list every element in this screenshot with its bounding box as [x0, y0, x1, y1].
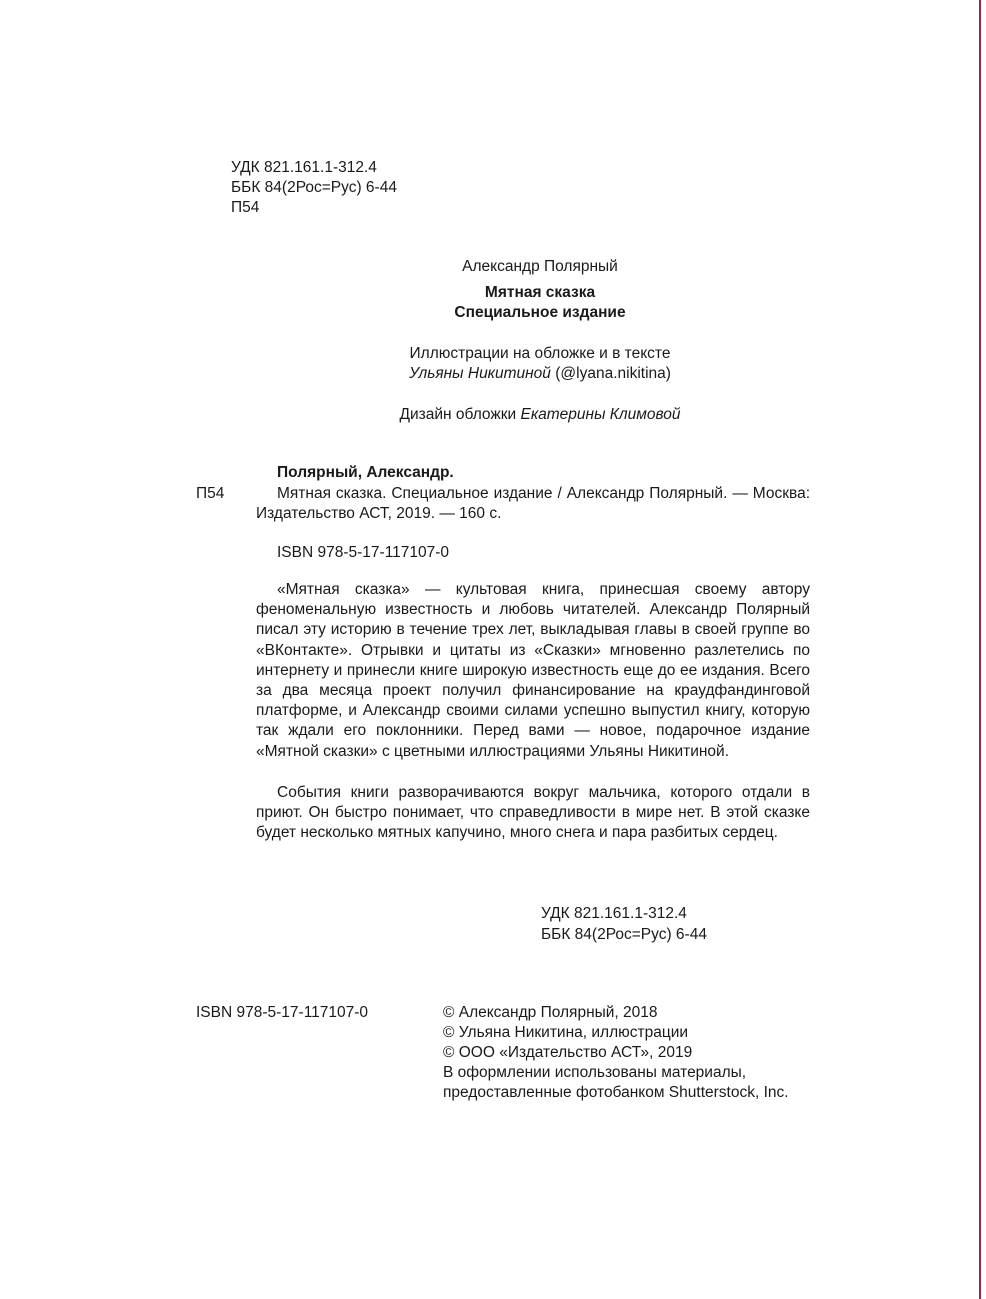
annotation-paragraph-2: События книги разворачиваются вокруг мальчика, которого отдали в приют. Он быстро понимает, что справедливости в мире нет. В этой сказке будет несколько мятных капучино, много снега и пара разбитых сердец.: [256, 784, 810, 842]
author-name: Александр Полярный: [462, 258, 618, 275]
catalog-heading: Полярный, Александр.: [277, 464, 454, 481]
imprint-isbn: ISBN 978-5-17-117107-0: [196, 1004, 369, 1021]
illustrator-handle: (@lyana.nikitina): [550, 365, 671, 382]
copyright-illustrator: © Ульяна Никитина, иллюстрации: [443, 1024, 689, 1041]
illustrations-credit: Иллюстрации на обложке и в тексте: [409, 345, 671, 362]
title-block: [340, 257, 740, 425]
illustrator-credit: [340, 364, 740, 384]
copyright-publisher: © ООО «Издательство АСТ», 2019: [443, 1044, 693, 1061]
annotation-paragraph-1: «Мятная сказка» — культовая книга, принесшая своему автору феноменальную известность и любовь читателей. Александр Полярный писал эту историю в течение трех лет, выкладывая главы в своей группе во «ВКонтакте». Отрывки и цитаты из «Сказки» мгновенно разлетелись по интернету и принесли книге широкую известность еще до ее издания. Всего за два месяца проект получил финансирование на краудфандинговой платформе, и Александр своими силами успешно выпустил книгу, которую так ждали его поклонники. Перед вами — новое, подарочное издание «Мятной сказки» с цветными иллюстрациями Ульяны Никитиной.: [256, 581, 810, 760]
author-mark: П54: [231, 199, 260, 216]
cover-design-credit: [340, 405, 740, 425]
book-title: Мятная сказка: [484, 284, 596, 301]
materials-note-line-2: предоставленные фотобанком Shutterstock, Inc.: [443, 1084, 789, 1101]
page-edge-line: [979, 0, 981, 1299]
materials-note-line-1: В оформлении использованы материалы,: [443, 1064, 747, 1081]
bottom-udk-code: УДК 821.161.1-312.4: [541, 905, 687, 922]
catalog-mark: П54: [196, 485, 225, 502]
catalog-entry: Мятная сказка. Специальное издание / Александр Полярный. — Москва: Издательство АСТ, 2019. — 160 с.: [256, 485, 810, 522]
catalog-isbn: ISBN 978-5-17-117107-0: [277, 544, 450, 561]
udk-code: УДК 821.161.1-312.4: [231, 159, 377, 176]
illustrator-name: Ульяны Никитиной: [409, 365, 551, 382]
cover-design-prefix: Дизайн обложки: [399, 406, 521, 423]
bottom-bbk-code: ББК 84(2Рос=Рус) 6-44: [541, 926, 707, 943]
top-classification-codes: [231, 158, 397, 218]
cover-designer-name: Екатерины Климовой: [520, 406, 681, 423]
bottom-classification-codes: [541, 903, 707, 945]
bbk-code: ББК 84(2Рос=Рус) 6-44: [231, 179, 397, 196]
copyright-author: © Александр Полярный, 2018: [443, 1004, 658, 1021]
book-subtitle: Специальное издание: [454, 304, 626, 321]
copyright-block: [443, 1003, 789, 1103]
